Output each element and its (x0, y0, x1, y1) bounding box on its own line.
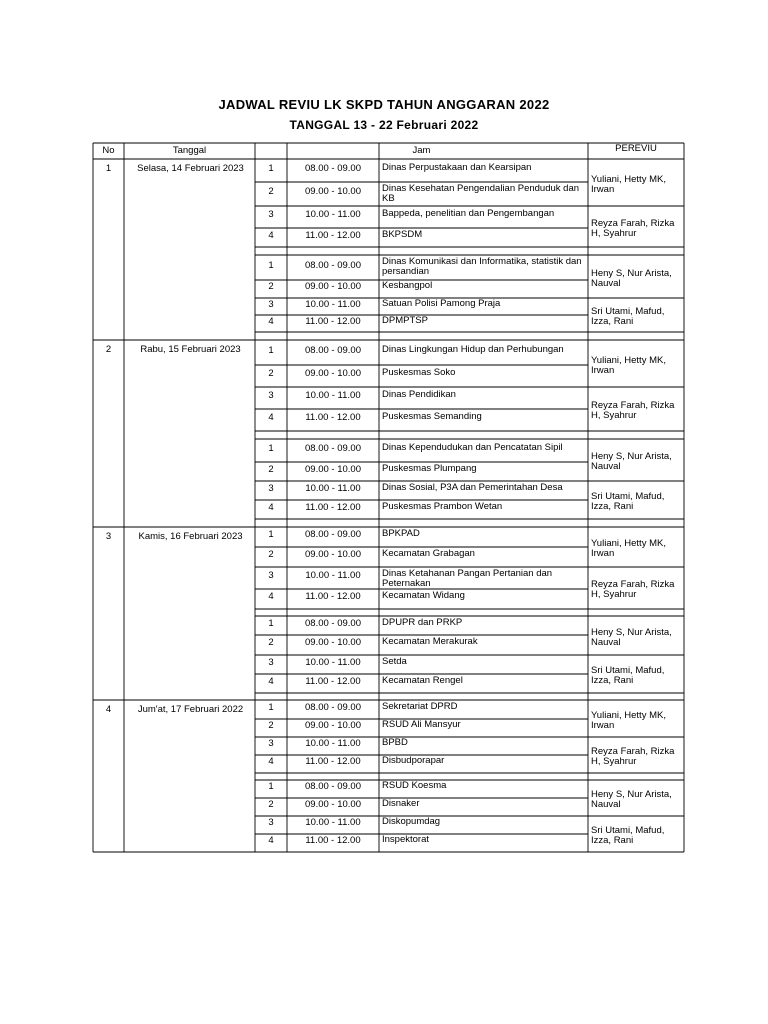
reviewer-names: Reyza Farah, Rizka H, Syahrur (591, 580, 675, 600)
slot-opd: Disnaker (382, 799, 420, 809)
slot-time: 09.00 - 10.00 (305, 721, 361, 731)
slot-time: 11.00 - 12.00 (305, 836, 361, 846)
slot-time: 10.00 - 11.00 (305, 299, 361, 310)
slot-number: 2 (268, 638, 274, 648)
slot-time: 11.00 - 12.00 (305, 413, 361, 423)
slot-opd: DPUPR dan PRKP (382, 617, 463, 628)
slot-opd: Dinas Komunikasi dan Informatika, statistik dan persandian (382, 257, 582, 277)
slot-number: 1 (268, 163, 274, 174)
slot-number: 4 (268, 836, 274, 846)
slot-opd: Disbudporapar (382, 756, 445, 766)
slot-opd: DPMPTSP (382, 315, 428, 326)
day-number: 4 (105, 705, 112, 715)
slot-opd: RSUD Ali Mansyur (382, 720, 461, 730)
slot-opd: Dinas Kesehatan Pengendalian Penduduk dan KB (382, 184, 580, 204)
slot-opd: Dinas Sosial, P3A dan Pemerintahan Desa (382, 482, 563, 493)
slot-time: 10.00 - 11.00 (305, 657, 361, 668)
slot-number: 4 (268, 413, 274, 423)
slot-opd: Dinas Perpustakaan dan Kearsipan (382, 162, 532, 173)
slot-time: 11.00 - 12.00 (305, 230, 361, 241)
slot-opd: Kesbangpol (382, 281, 433, 291)
slot-number: 1 (268, 260, 274, 271)
reviewer-names: Reyza Farah, Rizka H, Syahrur (591, 401, 675, 421)
page-title: JADWAL REVIU LK SKPD TAHUN ANGGARAN 2022 (218, 97, 550, 112)
slot-number: 2 (268, 721, 274, 731)
reviewer-names: Sri Utami, Mafud, Izza, Rani (591, 492, 665, 512)
slot-opd: Puskesmas Plumpang (382, 463, 477, 474)
day-date: Rabu, 15 Februari 2023 (140, 345, 241, 355)
slot-number: 2 (268, 800, 274, 810)
slot-opd: Dinas Pendidikan (382, 390, 456, 400)
day-date: Kamis, 16 Februari 2023 (138, 532, 243, 542)
reviewer-names: Sri Utami, Mafud, Izza, Rani (591, 666, 665, 686)
slot-opd: Puskesmas Semanding (382, 412, 482, 422)
slot-opd: RSUD Koesma (382, 781, 447, 791)
slot-time: 08.00 - 09.00 (305, 443, 361, 454)
slot-time: 09.00 - 10.00 (305, 800, 361, 810)
slot-opd: Puskesmas Soko (382, 368, 456, 378)
slot-number: 3 (268, 299, 274, 310)
slot-number: 3 (268, 210, 274, 220)
slot-number: 4 (268, 757, 274, 767)
slot-number: 4 (268, 592, 274, 602)
slot-time: 09.00 - 10.00 (305, 282, 361, 292)
slot-time: 09.00 - 10.00 (305, 550, 361, 560)
slot-number: 3 (268, 657, 274, 668)
slot-number: 3 (268, 818, 274, 828)
slot-opd: Diskopumdag (382, 817, 441, 827)
header-pereviu: PEREVIU (615, 144, 657, 154)
slot-number: 1 (268, 702, 274, 713)
reviewer-names: Sri Utami, Mafud, Izza, Rani (591, 307, 665, 327)
slot-opd: BKPSDM (382, 229, 423, 240)
slot-number: 2 (268, 282, 274, 292)
slot-time: 10.00 - 11.00 (305, 571, 361, 581)
slot-opd: Kecamatan Widang (382, 591, 465, 601)
slot-number: 4 (268, 316, 274, 327)
slot-number: 2 (268, 464, 274, 475)
header-tanggal: Tanggal (172, 146, 207, 156)
slot-time: 10.00 - 11.00 (305, 210, 361, 220)
slot-opd: Setda (382, 656, 407, 667)
slot-number: 4 (268, 676, 274, 687)
slot-opd: Satuan Polisi Pamong Praja (382, 298, 501, 309)
slot-opd: Dinas Lingkungan Hidup dan Perhubungan (382, 344, 564, 355)
slot-time: 11.00 - 12.00 (305, 757, 361, 767)
slot-time: 08.00 - 09.00 (305, 702, 361, 713)
slot-number: 2 (268, 369, 274, 379)
slot-time: 08.00 - 09.00 (305, 618, 361, 629)
day-date: Jum'at, 17 Februari 2022 (137, 705, 244, 715)
slot-time: 09.00 - 10.00 (305, 638, 361, 648)
slot-number: 1 (268, 618, 274, 629)
slot-number: 4 (268, 230, 274, 241)
slot-opd: Kecamatan Merakurak (382, 637, 478, 647)
reviewer-names: Reyza Farah, Rizka H, Syahrur (591, 747, 675, 767)
reviewer-names: Heny S, Nur Arista, Nauval (591, 627, 672, 648)
slot-time: 11.00 - 12.00 (305, 592, 361, 602)
slot-opd: Kecamatan Grabagan (382, 549, 475, 559)
slot-time: 09.00 - 10.00 (305, 369, 361, 379)
slot-opd: Kecamatan Rengel (382, 675, 463, 686)
slot-time: 09.00 - 10.00 (305, 187, 361, 197)
slot-number: 3 (268, 571, 274, 581)
slot-number: 3 (268, 483, 274, 494)
day-number: 3 (105, 532, 112, 542)
slot-time: 11.00 - 12.00 (305, 316, 361, 327)
slot-time: 11.00 - 12.00 (305, 502, 361, 513)
slot-time: 09.00 - 10.00 (305, 464, 361, 475)
day-number: 2 (105, 345, 112, 355)
reviewer-names: Yuliani, Hetty MK, Irwan (591, 355, 666, 376)
reviewer-names: Yuliani, Hetty MK, Irwan (591, 174, 666, 195)
reviewer-names: Sri Utami, Mafud, Izza, Rani (591, 826, 665, 846)
slot-time: 08.00 - 09.00 (305, 163, 361, 174)
slot-number: 2 (268, 187, 274, 197)
slot-time: 11.00 - 12.00 (305, 676, 361, 687)
slot-time: 08.00 - 09.00 (305, 782, 361, 792)
reviewer-names: Heny S, Nur Arista, Nauval (591, 452, 672, 472)
slot-number: 3 (268, 391, 274, 401)
day-number: 1 (105, 164, 112, 174)
slot-opd: BPKPAD (382, 529, 420, 539)
page-subtitle: TANGGAL 13 - 22 Februari 2022 (289, 118, 479, 132)
slot-time: 10.00 - 11.00 (305, 739, 361, 749)
slot-number: 1 (268, 782, 274, 792)
slot-opd: Bappeda, penelitian dan Pengembangan (382, 209, 555, 219)
slot-opd: Dinas Kependudukan dan Pencatatan Sipil (382, 442, 563, 453)
slot-time: 08.00 - 09.00 (305, 260, 361, 271)
reviewer-names: Yuliani, Hetty MK, Irwan (591, 539, 666, 559)
slot-number: 1 (268, 443, 274, 454)
slot-time: 10.00 - 11.00 (305, 818, 361, 828)
slot-number: 1 (268, 345, 274, 356)
reviewer-names: Heny S, Nur Arista, Nauval (591, 268, 672, 289)
slot-opd: Inspektorat (382, 835, 429, 845)
slot-number: 3 (268, 739, 274, 749)
slot-time: 10.00 - 11.00 (305, 391, 361, 401)
slot-opd: Sekretariat DPRD (382, 701, 458, 712)
reviewer-names: Reyza Farah, Rizka H, Syahrur (591, 218, 675, 239)
slot-time: 08.00 - 09.00 (305, 345, 361, 356)
reviewer-names: Yuliani, Hetty MK, Irwan (591, 710, 666, 731)
header-jam: Jam (412, 146, 431, 156)
header-no: No (102, 146, 115, 156)
slot-opd: BPBD (382, 738, 408, 748)
day-date: Selasa, 14 Februari 2023 (137, 164, 244, 174)
slot-opd: Dinas Ketahanan Pangan Pertanian dan Peternakan (382, 569, 553, 589)
slot-time: 08.00 - 09.00 (305, 530, 361, 540)
slot-number: 1 (268, 530, 274, 540)
slot-time: 10.00 - 11.00 (305, 483, 361, 494)
slot-number: 2 (268, 550, 274, 560)
slot-opd: Puskesmas Prambon Wetan (382, 501, 503, 512)
slot-number: 4 (268, 502, 274, 513)
reviewer-names: Heny S, Nur Arista, Nauval (591, 790, 672, 810)
